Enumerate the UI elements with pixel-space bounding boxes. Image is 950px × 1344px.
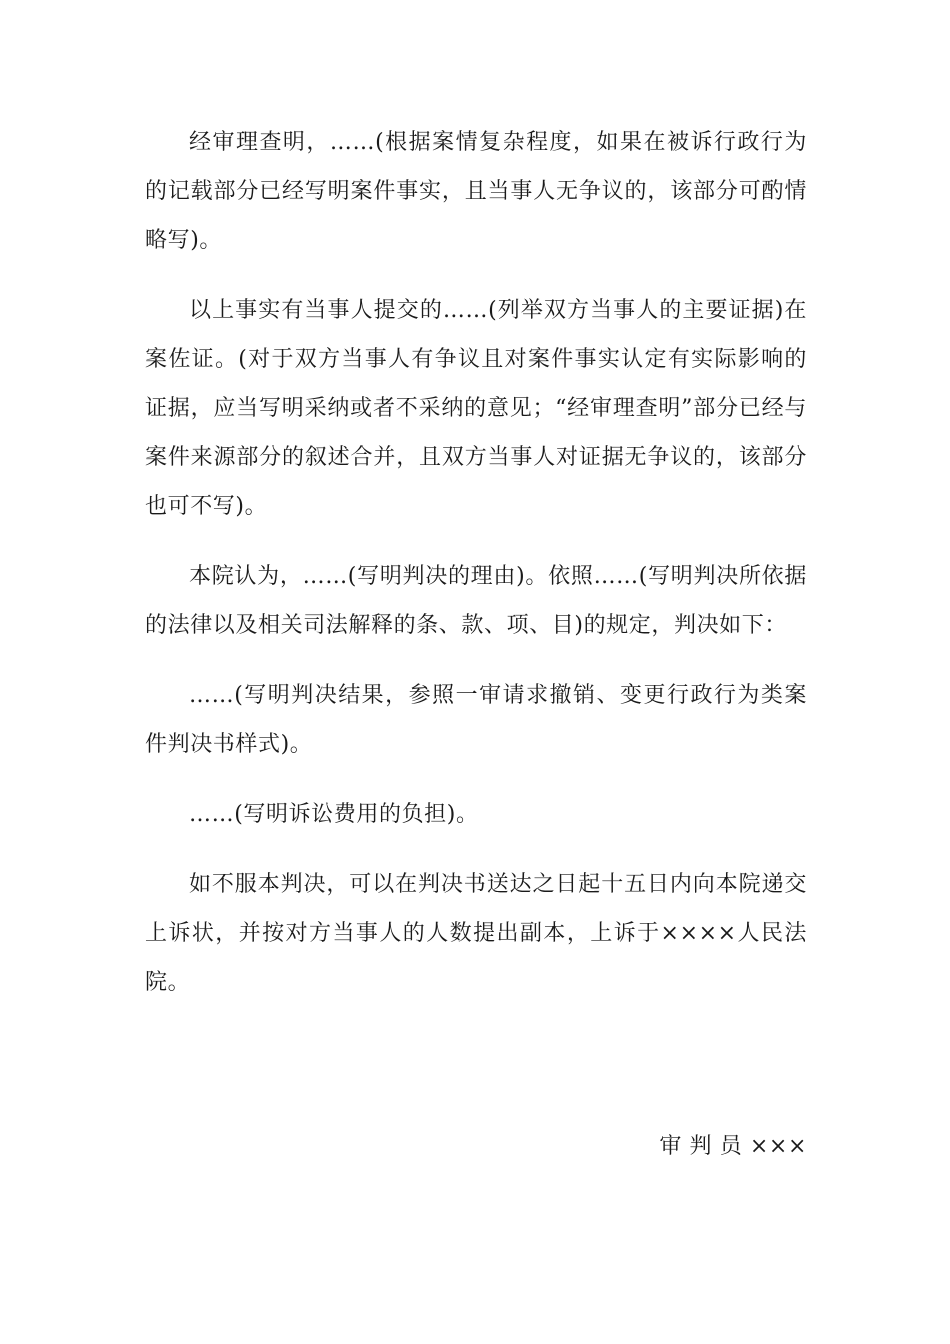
paragraph-court-opinion: 本院认为，……(写明判决的理由)。依照……(写明判决所依据的法律以及相关司法解释的条、款、项、目)的规定，判决如下： <box>145 564 807 638</box>
paragraph-judgment-result: ……(写明判决结果，参照一审请求撤销、变更行政行为类案件判决书样式)。 <box>145 683 807 757</box>
judge-signature: 审 判 员 ××× <box>659 1134 807 1159</box>
paragraph-litigation-costs: ……(写明诉讼费用的负担)。 <box>189 802 479 827</box>
document-body <box>145 118 807 1028</box>
paragraph-appeal-notice: 如不服本判决，可以在判决书送达之日起十五日内向本院递交上诉状，并按对方当事人的人数提出副本，上诉于××××人民法院。 <box>145 872 807 995</box>
paragraph-facts-found: 经审理查明，……(根据案情复杂程度，如果在被诉行政行为的记载部分已经写明案件事实，且当事人无争议的，该部分可酌情略写)。 <box>145 130 807 253</box>
paragraph-evidence: 以上事实有当事人提交的……(列举双方当事人的主要证据)在案佐证。(对于双方当事人有争议且对案件事实认定有实际影响的证据，应当写明采纳或者不采纳的意见；“经审理查明”部分已经与案件来源部分的叙述合并，且双方当事人对证据无争议的，该部分也可不写)。 <box>145 298 807 519</box>
